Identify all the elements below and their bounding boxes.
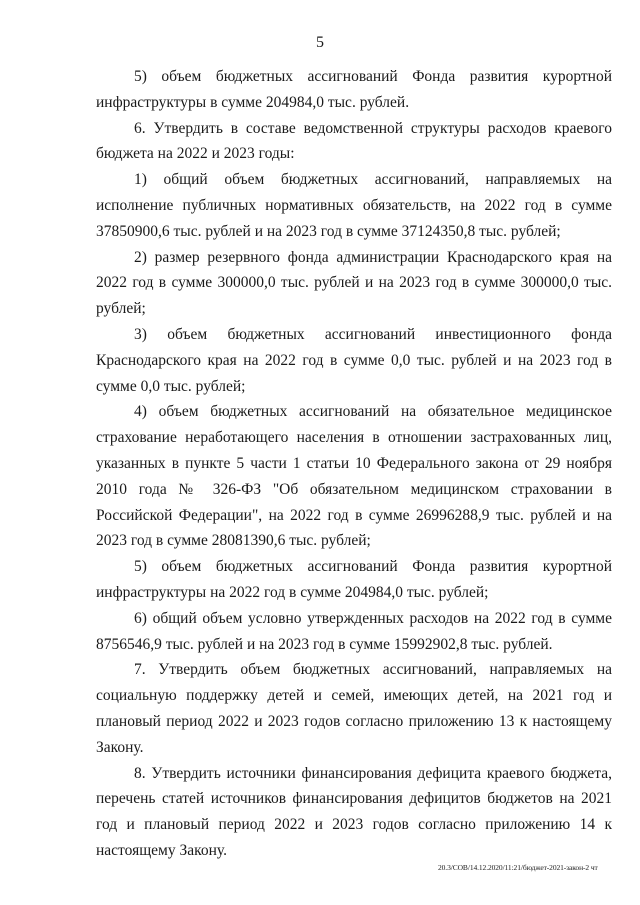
paragraph-6-5-resort-fund: 5) объем бюджетных ассигнований Фонда развития курортной инфраструктуры на 2022 год в сумме 204984,0 тыс. рублей; bbox=[96, 558, 612, 601]
document-body bbox=[96, 64, 612, 864]
footer-document-code: 20.3/СОВ/14.12.2020/11:21/бюджет-2021-закон-2 чт bbox=[438, 863, 598, 872]
paragraph-6-6-conditional-expenses: 6) общий объем условно утвержденных расходов на 2022 год в сумме 8756546,9 тыс. рублей и на 2023 год в сумме 15992902,8 тыс. рублей. bbox=[96, 609, 612, 653]
paragraph-6-2-reserve-fund: 2) размер резервного фонда администрации Краснодарского края на 2022 год в сумме 300000,0 тыс. рублей и на 2023 год в сумме 300000,0 тыс. рублей; bbox=[96, 248, 612, 318]
paragraph-6-1-public-obligations: 1) общий объем бюджетных ассигнований, направляемых на исполнение публичных нормативных обязательств, на 2022 год в сумме 37850900,6 тыс. рублей и на 2023 год в сумме 37124350,8 тыс. рублей; bbox=[96, 171, 612, 240]
paragraph-6-departmental-structure: 6. Утвердить в составе ведомственной структуры расходов краевого бюджета на 2022 и 2023 годы: bbox=[96, 119, 612, 163]
page-number: 5 bbox=[316, 34, 324, 51]
paragraph-5-resort-fund: 5) объем бюджетных ассигнований Фонда развития курортной инфраструктуры в сумме 204984,0 тыс. рублей. bbox=[96, 68, 612, 111]
paragraph-6-4-medical-insurance: 4) объем бюджетных ассигнований на обязательное медицинское страхование неработающего населения в отношении застрахованных лиц, указанных в пункте 5 части 1 статьи 10 Федерального закона от 29 ноября 2010 года № 326-ФЗ "Об обязательном медицинском страховании в Российской Федерации", на 2022 год в сумме 26996288,9 тыс. рублей и на 2023 год в сумме 28081390,6 тыс. рублей; bbox=[96, 403, 612, 550]
paragraph-6-3-investment-fund: 3) объем бюджетных ассигнований инвестиционного фонда Краснодарского края на 2022 год в сумме 0,0 тыс. рублей и на 2023 год в сумме 0,0 тыс. рублей; bbox=[96, 325, 612, 395]
paragraph-7-social-support: 7. Утвердить объем бюджетных ассигнований, направляемых на социальную поддержку детей и семей, имеющих детей, на 2021 год и плановый период 2022 и 2023 годов согласно приложению 13 к настоящему Закону. bbox=[96, 661, 612, 756]
paragraph-8-deficit-financing: 8. Утвердить источники финансирования дефицита краевого бюджета, перечень статей источников финансирования дефицитов бюджетов на 2021 год и плановый период 2022 и 2023 годов согласно приложению 14 к настоящему Закону. bbox=[96, 764, 612, 859]
